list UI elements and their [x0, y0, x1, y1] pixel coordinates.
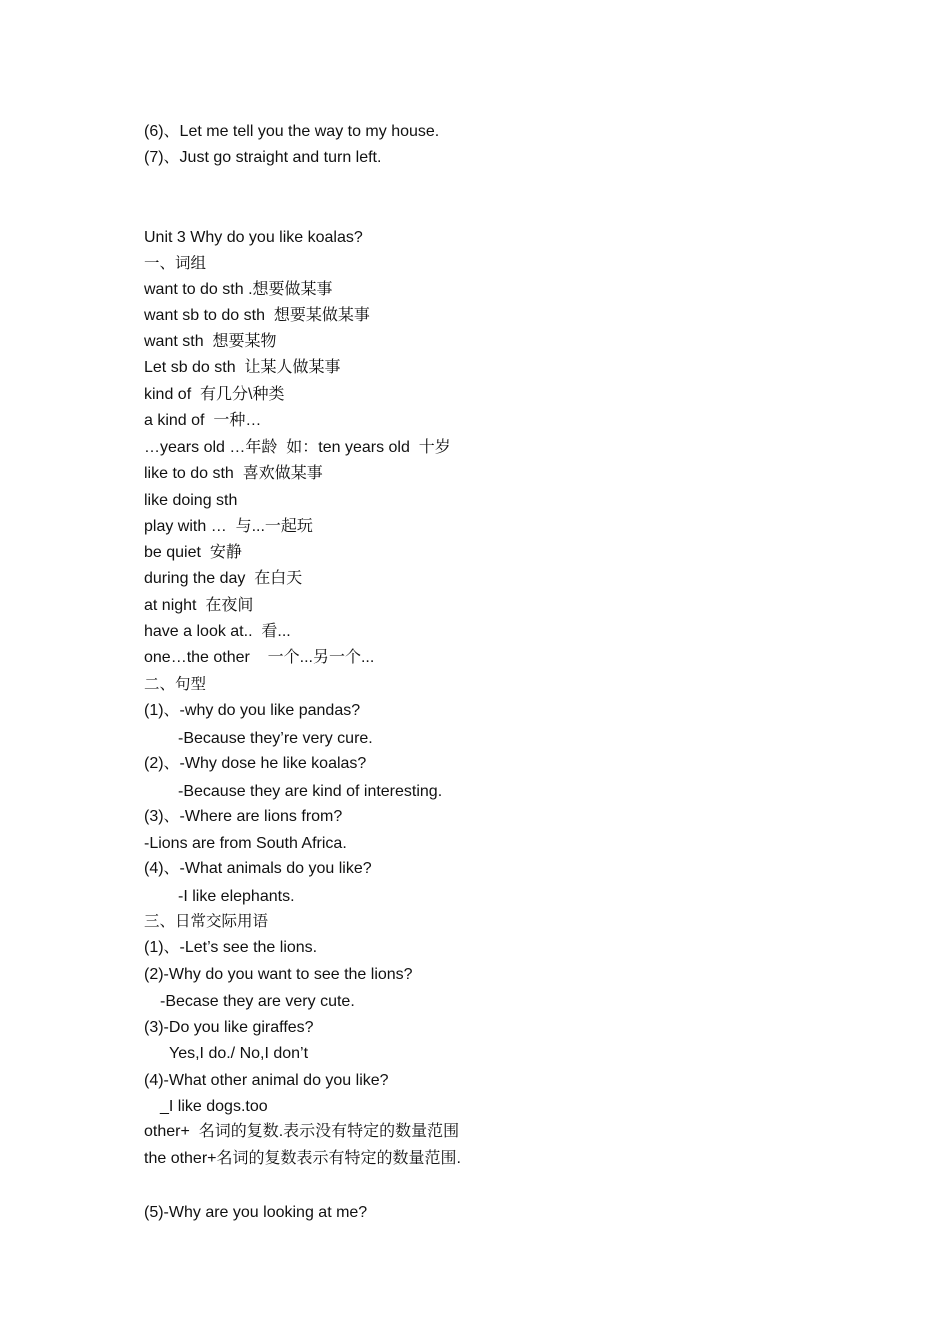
phrase-line: want sb to do sth 想要某做某事	[144, 307, 370, 324]
phrase-line: like to do sth 喜欢做某事	[144, 465, 323, 482]
text-line: (7)、Just go straight and turn left.	[144, 149, 382, 166]
phrase-line: …years old …年龄 如：ten years old 十岁	[144, 439, 451, 456]
phrase-line: have a look at.. 看...	[144, 623, 291, 640]
pattern-line: -Because they’re very cure.	[178, 730, 373, 747]
pattern-line: -Lions are from South Africa.	[144, 835, 347, 852]
phrase-line: want sth 想要某物	[144, 333, 277, 350]
phrase-line: be quiet 安静	[144, 544, 242, 561]
daily-line: (3)-Do you like giraffes?	[144, 1019, 314, 1036]
daily-line: (5)-Why are you looking at me?	[144, 1204, 368, 1221]
daily-line: -Becase they are very cute.	[160, 993, 355, 1010]
phrase-line: during the day 在白天	[144, 570, 303, 587]
pattern-line: (1)、-why do you like pandas?	[144, 702, 361, 719]
phrase-line: play with … 与...一起玩	[144, 518, 313, 535]
section-heading-phrases: 一、词组	[144, 254, 207, 272]
phrase-line: one…the other 一个...另一个...	[144, 649, 375, 666]
phrase-line: like doing sth	[144, 492, 238, 509]
phrase-line: want to do sth .想要做某事	[144, 281, 333, 298]
daily-line: (2)-Why do you want to see the lions?	[144, 966, 413, 983]
phrase-line: a kind of 一种…	[144, 412, 262, 429]
daily-line: the other+名词的复数表示有特定的数量范围.	[144, 1150, 461, 1167]
daily-line: Yes,I do./ No,I don’t	[169, 1045, 309, 1062]
unit-title: Unit 3 Why do you like koalas?	[144, 229, 363, 246]
pattern-line: -I like elephants.	[178, 888, 295, 905]
daily-line: other+ 名词的复数.表示没有特定的数量范围	[144, 1123, 460, 1140]
daily-line: (1)、-Let’s see the lions.	[144, 939, 318, 956]
section-heading-daily: 三、日常交际用语	[144, 912, 269, 930]
pattern-line: (3)、-Where are lions from?	[144, 808, 343, 825]
pattern-line: (4)、-What animals do you like?	[144, 860, 372, 877]
phrase-line: Let sb do sth 让某人做某事	[144, 359, 341, 376]
pattern-line: -Because they are kind of interesting.	[178, 783, 443, 800]
phrase-line: at night 在夜间	[144, 597, 254, 614]
phrase-line: kind of 有几分\种类	[144, 386, 285, 403]
daily-line: (4)-What other animal do you like?	[144, 1072, 389, 1089]
text-line: (6)、Let me tell you the way to my house.	[144, 123, 440, 140]
section-heading-patterns: 二、句型	[144, 675, 207, 693]
pattern-line: (2)、-Why dose he like koalas?	[144, 755, 367, 772]
daily-line: _I like dogs.too	[160, 1098, 268, 1115]
